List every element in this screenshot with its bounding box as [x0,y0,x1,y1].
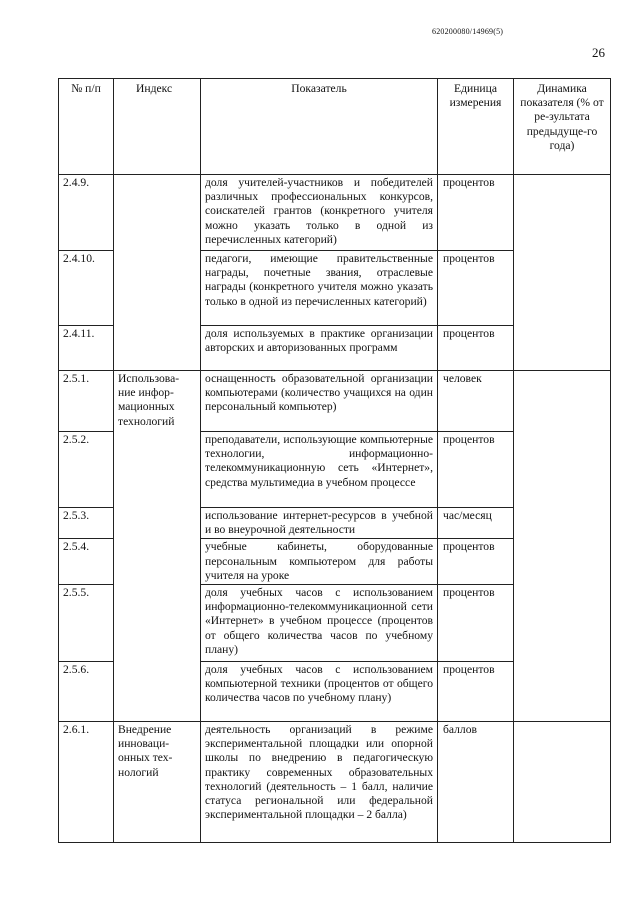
row-dynamics [514,175,611,251]
row-indicator: доля учителей-участников и победителей различных профессиональных конкурсов, соискателей грантов (конкретного учителя можно указать только в одной из перечисленных категорий) [201,175,438,251]
row-index: Использова-ние инфор-мационных технологий [114,371,201,432]
row-index [114,508,201,539]
row-dynamics [514,326,611,371]
row-dynamics [514,662,611,722]
row-num: 2.5.6. [59,662,114,722]
header-index: Индекс [114,79,201,175]
row-indicator: преподаватели, использующие компьютерные технологии, информационно-телекоммуникационную сеть «Интернет», средства мультимедиа в учебном процессе [201,432,438,508]
row-index [114,662,201,722]
header-indicator: Показатель [201,79,438,175]
row-indicator: деятельность организаций в режиме экспериментальной площадки или опорной школы по внедрению в педагогическую практику современных образовательных технологий (деятельность – 1 балл, наличие статуса региональной или федеральной экспериментальной площадки – 2 балла) [201,722,438,843]
header-num: № п/п [59,79,114,175]
row-unit: баллов [438,722,514,843]
table-row [59,508,611,539]
row-unit: процентов [438,326,514,371]
row-num: 2.5.3. [59,508,114,539]
row-num: 2.5.5. [59,585,114,662]
table-row [59,326,611,371]
row-num: 2.6.1. [59,722,114,843]
row-dynamics [514,585,611,662]
row-indicator: оснащенность образовательной организации компьютерами (количество учащихся на один персональный компьютер) [201,371,438,432]
row-num: 2.4.11. [59,326,114,371]
row-indicator: педагоги, имеющие правительственные награды, почетные звания, отраслевые награды (конкретного учителя можно указать только в одной из перечисленных категорий) [201,251,438,326]
row-unit: процентов [438,662,514,722]
row-unit: процентов [438,432,514,508]
header-unit: Единица измерения [438,79,514,175]
page-number: 26 [592,45,605,60]
row-unit: процентов [438,251,514,326]
indicators-table [58,78,611,843]
row-unit: процентов [438,585,514,662]
table-row [59,432,611,508]
row-num: 2.5.4. [59,539,114,585]
row-num: 2.5.1. [59,371,114,432]
row-index: Внедрение инноваци-онных тех-нологий [114,722,201,843]
row-indicator: доля используемых в практике организации авторских и авторизованных программ [201,326,438,371]
table-row [59,539,611,585]
row-num: 2.4.10. [59,251,114,326]
row-unit: человек [438,371,514,432]
row-dynamics [514,539,611,585]
row-index [114,251,201,326]
row-dynamics [514,251,611,326]
row-index [114,539,201,585]
row-dynamics [514,371,611,432]
table-row [59,585,611,662]
header-dynamics: Динамика показателя (% от ре-зультата предыдуще-го года) [514,79,611,175]
row-indicator: доля учебных часов с использованием компьютерной техники (процентов от общего количества часов по учебному плану) [201,662,438,722]
row-dynamics [514,432,611,508]
row-unit: процентов [438,539,514,585]
row-index [114,585,201,662]
table-row [59,175,611,251]
row-num: 2.4.9. [59,175,114,251]
row-index [114,326,201,371]
table-header-row [59,79,611,175]
row-dynamics [514,508,611,539]
row-unit: час/месяц [438,508,514,539]
row-indicator: учебные кабинеты, оборудованные персональным компьютером для работы учителя на уроке [201,539,438,585]
document-id: 620200080/14969(5) [432,27,504,36]
row-index [114,175,201,251]
table-row [59,251,611,326]
row-num: 2.5.2. [59,432,114,508]
row-indicator: доля учебных часов с использованием информационно-телекоммуникационной сети «Интернет» в учебном процессе (процентов от общего количества часов по учебному плану) [201,585,438,662]
row-indicator: использование интернет-ресурсов в учебной и во внеурочной деятельности [201,508,438,539]
row-dynamics [514,722,611,843]
table-row [59,371,611,432]
row-unit: процентов [438,175,514,251]
row-index [114,432,201,508]
table-row [59,662,611,722]
table-row [59,722,611,843]
